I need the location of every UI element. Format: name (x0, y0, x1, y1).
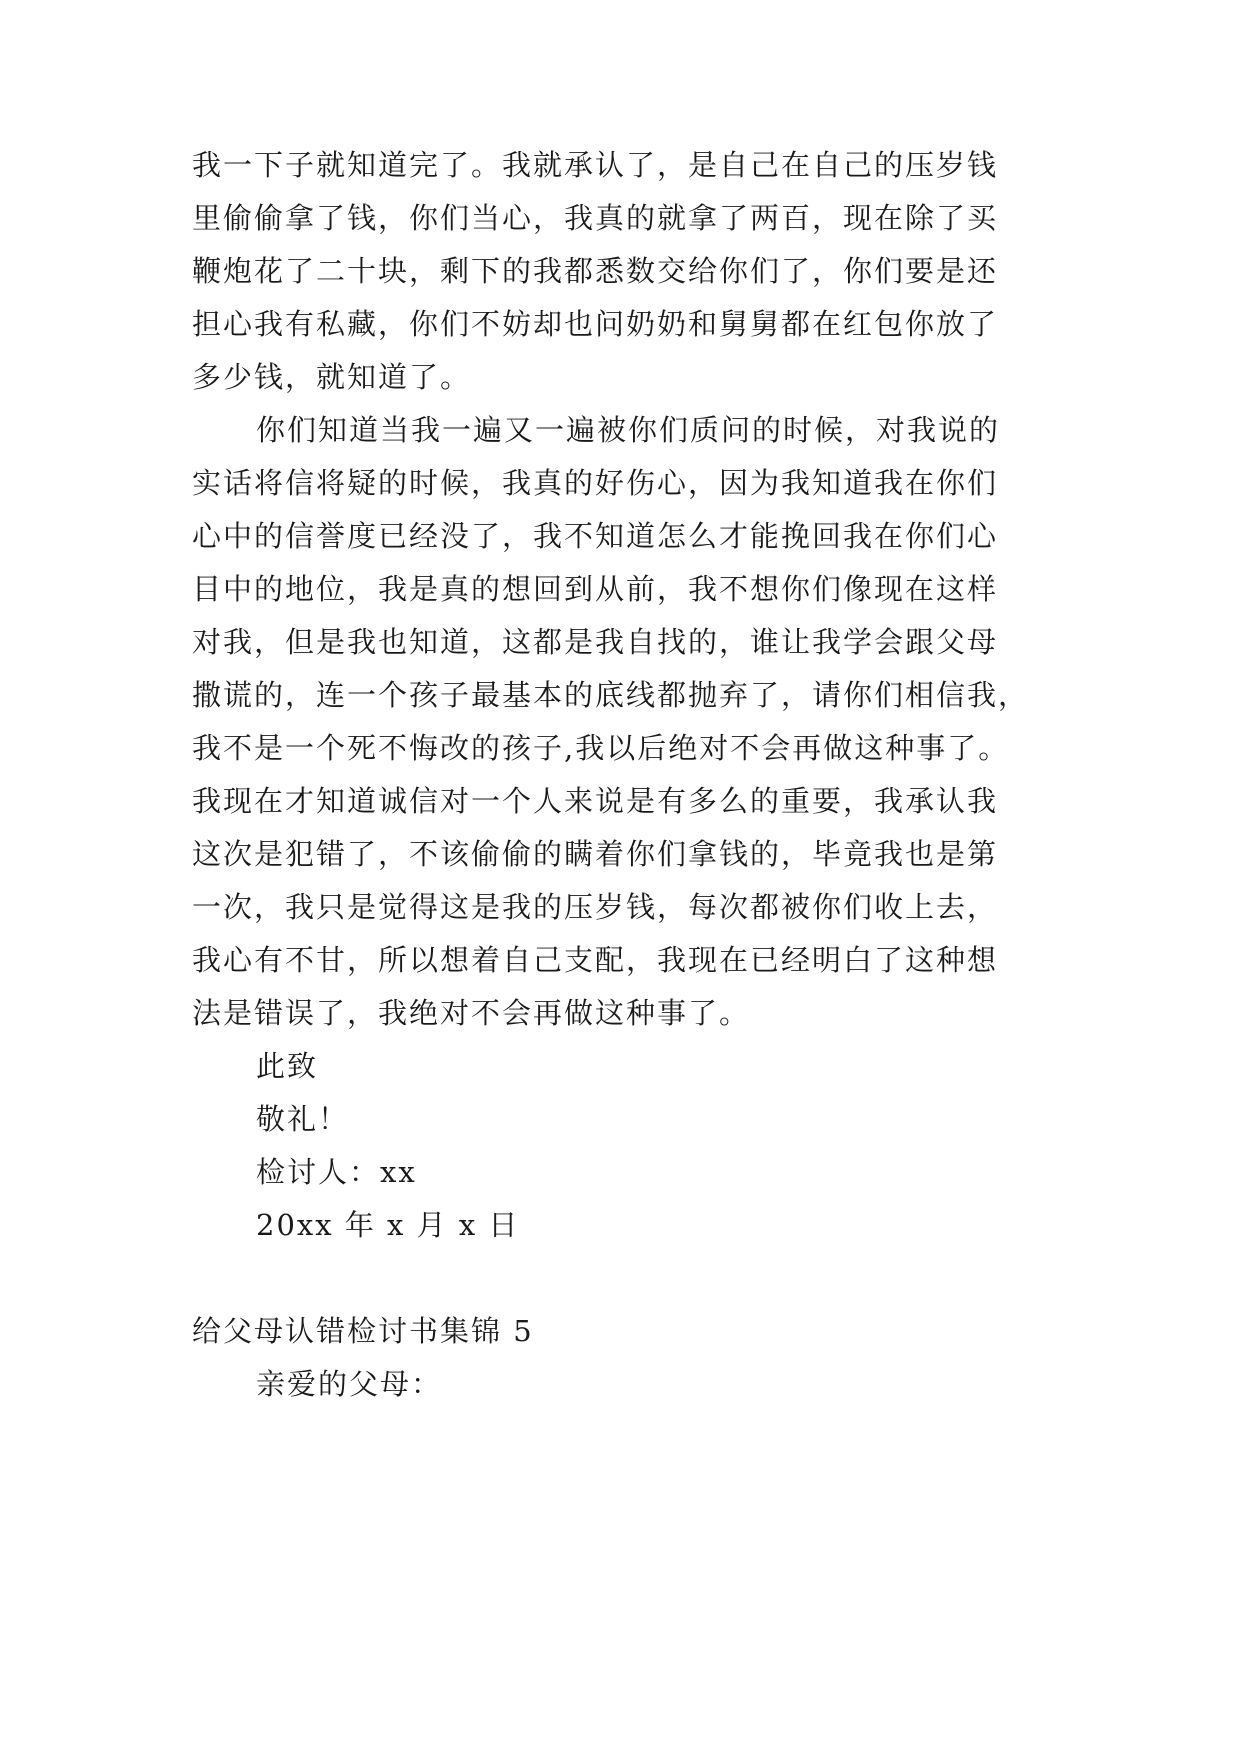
text-line: 一次，我只是觉得这是我的压岁钱，每次都被你们收上去， (192, 890, 999, 924)
text-line: 法是错误了，我绝对不会再做这种事了。 (192, 996, 751, 1030)
text-line: 鞭炮花了二十块，剩下的我都悉数交给你们了，你们要是还 (192, 254, 999, 288)
text-line: 目中的地位，我是真的想回到从前，我不想你们像现在这样 (192, 572, 999, 606)
text-line: 你们知道当我一遍又一遍被你们质问的时候，对我说的 (256, 413, 1001, 447)
text-line: 我现在才知道诚信对一个人来说是有多么的重要，我承认我 (192, 784, 999, 818)
closing-salutation: 此致 (256, 1049, 319, 1083)
text-line: 多少钱，就知道了。 (192, 360, 472, 394)
text-line: 里偷偷拿了钱，你们当心，我真的就拿了两百，现在除了买 (192, 201, 999, 235)
text-line: 担心我有私藏，你们不妨却也问奶奶和舅舅都在红包你放了 (192, 307, 999, 341)
text-line: 我不是一个死不悔改的孩子,我以后绝对不会再做这种事了。 (192, 731, 1010, 765)
text-line: 心中的信誉度已经没了，我不知道怎么才能挽回我在你们心 (192, 519, 999, 553)
signature: 检讨人：xx (256, 1155, 417, 1189)
text-line: 实话将信将疑的时候，我真的好伤心，因为我知道我在你们 (192, 466, 999, 500)
text-line: 撒谎的，连一个孩子最基本的底线都抛弃了，请你们相信我， (192, 678, 1030, 712)
text-line: 我心有不甘，所以想着自己支配，我现在已经明白了这种想 (192, 943, 999, 977)
salutation: 亲爱的父母： (256, 1367, 443, 1401)
closing-respect: 敬礼！ (256, 1102, 350, 1136)
text-line: 这次是犯错了，不该偷偷的瞒着你们拿钱的，毕竟我也是第 (192, 837, 999, 871)
text-line: 我一下子就知道完了。我就承认了，是自己在自己的压岁钱 (192, 148, 999, 182)
section-title: 给父母认错检讨书集锦 5 (192, 1314, 534, 1348)
date: 20xx 年 x 月 x 日 (256, 1208, 520, 1242)
text-line: 对我，但是我也知道，这都是我自找的，谁让我学会跟父母 (192, 625, 999, 659)
